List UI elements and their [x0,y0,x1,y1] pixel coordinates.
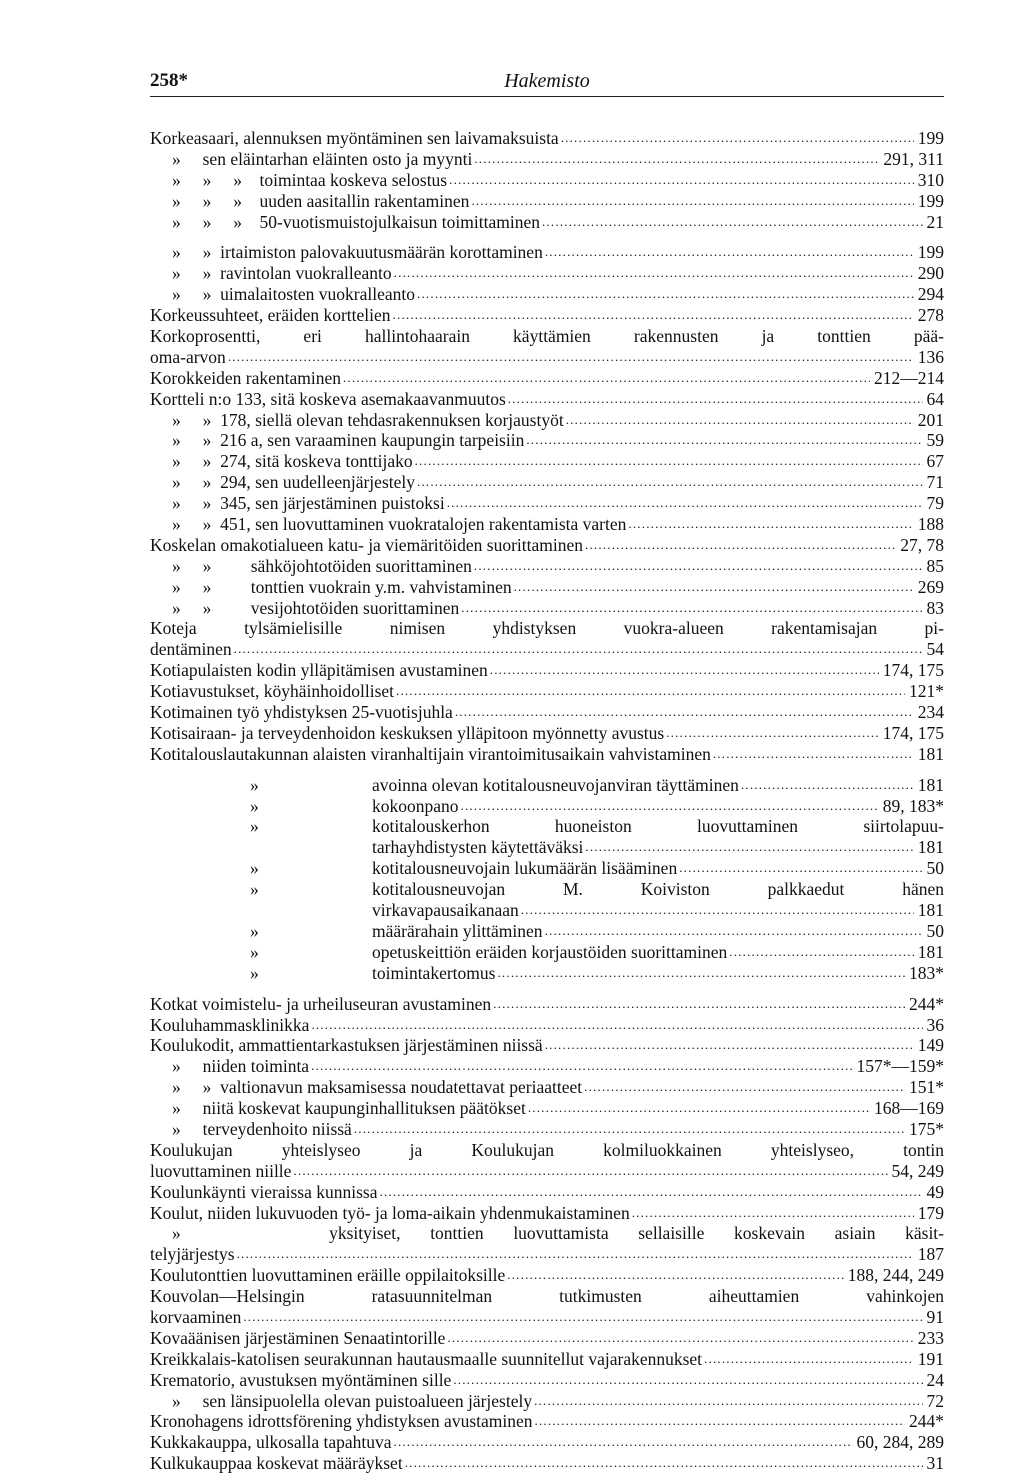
entry-text: Koulukodit, ammattientarkastuksen järjestäminen niissä [150,1035,543,1056]
entry-text: Kotiavustukset, köyhäinhoidolliset [150,681,395,702]
entry-gap [150,765,944,775]
index-entry [150,1244,944,1265]
index-entry [150,921,944,942]
index-entry [150,1432,944,1453]
entry-text: » sen länsipuolella olevan puistoalueen järjestely [172,1390,533,1411]
entry-pages: 85 [926,555,944,576]
index-entry [150,451,944,472]
dot-leader [739,775,914,796]
entry-pages: 54 [926,639,944,660]
dot-leader [583,837,913,858]
entry-text: kotitalouskerhon huoneiston luovuttaminen siirtolapuu- [372,816,944,837]
dot-leader [488,660,879,681]
entry-text: opetuskeittiön eräiden korjaustöiden suorittaminen [372,941,728,962]
dot-leader [392,1432,853,1453]
entry-indent: » [250,879,259,900]
dot-leader [505,1265,843,1286]
index-entry [150,618,944,639]
dot-leader [532,1391,922,1412]
entry-pages: 24 [926,1369,944,1390]
entry-pages: 278 [917,305,944,326]
dot-leader [512,577,914,598]
index-entry [150,1140,944,1161]
index-entry [150,775,944,796]
index-entry [150,1265,944,1286]
dot-leader [702,1349,914,1370]
entry-text: oma-arvon [150,346,226,367]
index-entry [150,326,944,347]
index-entry [150,1453,944,1474]
entry-pages: 181 [917,743,944,764]
index-entry [150,284,944,305]
dot-leader [472,149,879,170]
entry-pages: 31 [926,1453,944,1474]
dot-leader [415,472,923,493]
index-entry [150,305,944,326]
entry-text: » » valtionavun maksamisessa noudatettavat periaatteet [172,1077,583,1098]
entry-gap [150,984,944,994]
index-entry [150,577,944,598]
entry-text: Koteja tylsämielisille nimisen yhdistyksen vuokra-alueen rakentamisajan pi- [150,618,944,639]
dot-leader [583,535,896,556]
entry-pages: 64 [926,388,944,409]
entry-text: luovuttaminen niille [150,1160,292,1181]
dot-leader [664,723,879,744]
entry-text: Korkoprosentti, eri hallintohaarain käyttämien rakennusten ja tonttien pää- [150,326,944,346]
entry-text: tarhayhdistysten käytettäväksi [372,837,584,858]
entry-text: virkavapausaikanaan [372,900,519,921]
index-entry [150,660,944,681]
entry-pages: 269 [917,576,944,597]
entry-text: » » tonttien vuokrain y.m. vahvistaminen [172,576,512,597]
entry-pages: 244* [909,1411,944,1432]
entry-indent: » [250,962,259,983]
index-entry [150,796,944,817]
dot-leader [235,1244,914,1265]
index-entry [150,430,944,451]
entry-pages: 174, 175 [882,660,944,681]
index-entry [150,702,944,723]
dot-leader [564,410,914,431]
entry-pages: 212—214 [874,367,944,388]
index-entry [150,514,944,535]
index-entry [150,994,944,1015]
index-entry [150,1223,944,1244]
index-entry [150,263,944,284]
entry-text: » » 451, sen luovuttaminen vuokratalojen rakentamista varten [172,514,627,535]
dot-leader [582,1077,905,1098]
dot-leader [451,1370,922,1391]
index-entry [150,963,944,984]
dot-leader [543,242,914,263]
entry-pages: 72 [926,1390,944,1411]
dot-leader [459,598,922,619]
dot-leader [394,681,905,702]
page-number: 258* [150,70,188,91]
dot-leader [232,639,923,660]
entry-gap [150,232,944,242]
dot-leader [352,1119,905,1140]
entry-pages: 233 [917,1327,944,1348]
index-entry [150,170,944,191]
dot-leader [506,389,923,410]
index-entry [150,493,944,514]
entry-text: määrärahain ylittäminen [372,920,543,941]
dot-leader [540,212,923,233]
index-entry [150,535,944,556]
entry-text: » yksityiset, tonttien luovuttamista sellaisille koskevain asiain käsit- [172,1223,944,1244]
index-entry [150,149,944,170]
entry-pages: 60, 284, 289 [856,1432,944,1453]
entry-text: Kotiapulaisten kodin ylläpitämisen avustaminen [150,660,488,681]
index-entry [150,347,944,368]
entry-pages: 71 [926,472,944,493]
entry-text: Kotkat voimistelu- ja urheiluseuran avustaminen [150,993,492,1014]
index-entry [150,1182,944,1203]
dot-leader [415,284,914,305]
entry-pages: 310 [917,169,944,190]
entry-text: » » 294, sen uudelleenjärjestely [172,472,415,493]
page-header [150,60,944,97]
entry-text: kokoonpano [372,795,459,816]
entry-text: » » 216 a, sen varaaminen kaupungin tarpeisiin [172,430,525,451]
entry-text: » niitä koskevat kaupunginhallituksen päätökset [172,1098,526,1119]
entry-pages: 188 [917,514,944,535]
entry-indent: » [250,795,259,816]
index-entry [150,837,944,858]
entry-text: » » 345, sen järjestäminen puistoksi [172,493,445,514]
entry-pages: 199 [917,127,944,148]
index-entry [150,1077,944,1098]
dot-leader [341,368,870,389]
entry-pages: 50 [926,858,944,879]
entry-text: Krematorio, avustuksen myöntäminen sille [150,1369,452,1390]
entry-pages: 291, 311 [883,148,944,169]
dot-leader [391,305,914,326]
entry-pages: 59 [926,430,944,451]
dot-leader [533,1411,905,1432]
entry-text: Koulutonttien luovuttaminen eräille oppilaitoksille [150,1265,506,1286]
entry-text: Korkeasaari, alennuksen myöntäminen sen laivamaksuista [150,127,559,148]
entry-text: Koulunkäynti vieraissa kunnissa [150,1181,378,1202]
dot-leader [309,1015,922,1036]
index-entry [150,1411,944,1432]
entry-text: korvaaminen [150,1306,242,1327]
dot-leader [677,858,922,879]
index-entry [150,723,944,744]
index-list [150,128,944,1474]
entry-text: Kukkakauppa, ulkosalla tapahtuva [150,1432,392,1453]
index-entry [150,389,944,410]
entry-text: Kronohagens idrottsförening yhdistyksen avustaminen [150,1411,533,1432]
entry-pages: 27, 78 [900,534,944,555]
entry-pages: 290 [917,263,944,284]
dot-leader [447,170,914,191]
entry-pages: 181 [917,837,944,858]
index-entry [150,744,944,765]
index-entry [150,900,944,921]
entry-pages: 294 [917,284,944,305]
dot-leader [495,963,905,984]
index-entry [150,410,944,431]
entry-pages: 179 [917,1202,944,1223]
dot-leader [711,744,914,765]
index-entry [150,128,944,149]
entry-pages: 50 [926,920,944,941]
index-entry [150,681,944,702]
entry-text: » sen eläintarhan eläinten osto ja myynti [172,148,473,169]
entry-pages: 174, 175 [882,722,944,743]
entry-text: » niiden toiminta [172,1056,310,1077]
index-entry [150,858,944,879]
entry-pages: 83 [926,597,944,618]
entry-indent: » [250,920,259,941]
entry-pages: 175* [909,1118,944,1139]
index-entry [150,1391,944,1412]
dot-leader [226,347,914,368]
dot-leader [727,942,913,963]
entry-text: Korkeussuhteet, eräiden korttelien [150,305,391,326]
entry-pages: 181 [917,900,944,921]
entry-text: avoinna olevan kotitalousneuvojanviran täyttäminen [372,774,739,795]
dot-leader [543,921,923,942]
index-entry [150,942,944,963]
dot-leader [309,1056,852,1077]
entry-text: Koskelan omakotialueen katu- ja viemäritöiden suorittaminen [150,534,583,555]
dot-leader [291,1161,887,1182]
index-entry [150,1349,944,1370]
index-entry [150,1035,944,1056]
entry-pages: 54, 249 [891,1160,944,1181]
entry-pages: 199 [917,242,944,263]
index-entry [150,368,944,389]
entry-text: » » irtaimiston palovakuutusmäärän korottaminen [172,242,543,263]
entry-pages: 183* [909,962,944,983]
dot-leader [526,1098,870,1119]
dot-leader [491,994,905,1015]
entry-text: » » 274, sitä koskeva tonttijako [172,451,413,472]
entry-indent: » [250,858,259,879]
entry-pages: 234 [917,702,944,723]
dot-leader [241,1307,922,1328]
dot-leader [626,514,913,535]
entry-text: » » ravintolan vuokralleanto [172,263,392,284]
entry-text: » » 178, siellä olevan tehdasrakennuksen korjaustyöt [172,409,564,430]
entry-pages: 91 [926,1306,944,1327]
index-entry [150,639,944,660]
entry-text: » » » uuden aasitallin rakentaminen [172,190,470,211]
index-entry [150,1307,944,1328]
entry-text: » » » toimintaa koskeva selostus [172,169,448,190]
index-entry [150,879,944,900]
entry-text: dentäminen [150,639,232,660]
entry-pages: 187 [917,1244,944,1265]
index-entry [150,1328,944,1349]
index-entry [150,598,944,619]
entry-text: Kortteli n:o 133, sitä koskeva asemakaavanmuutos [150,388,506,409]
entry-pages: 181 [917,941,944,962]
entry-pages: 149 [917,1035,944,1056]
index-entry [150,1015,944,1036]
entry-text: » » sähköjohtotöiden suorittaminen [172,555,472,576]
dot-leader [413,451,923,472]
entry-text: Kreikkalais-katolisen seurakunnan hautausmaalle suunnitellut vajarakennukset [150,1348,703,1369]
dot-leader [453,702,914,723]
entry-text: telyjärjestys [150,1244,235,1265]
entry-text: Kouluhammasklinikka [150,1014,310,1035]
entry-text: Kouvolan—Helsingin ratasuunnitelman tutkimusten aiheuttamien vahinkojen [150,1286,944,1307]
dot-leader [519,900,914,921]
dot-leader [403,1453,923,1474]
dot-leader [445,493,923,514]
entry-text: » terveydenhoito niissä [172,1118,352,1139]
entry-text: Koulukujan yhteislyseo ja Koulukujan kolmiluokkainen yhteislyseo, tontin [150,1139,944,1160]
index-entry [150,191,944,212]
index-entry [150,472,944,493]
entry-text: kotitalousneuvojan M. Koiviston palkkaedut hänen [372,879,944,900]
entry-pages: 21 [926,211,944,232]
dot-leader [469,191,913,212]
dot-leader [472,556,923,577]
entry-pages: 151* [909,1077,944,1098]
entry-text: Kovaäänisen järjestäminen Senaatintorille [150,1327,446,1348]
dot-leader [543,1035,914,1056]
dot-leader [630,1203,914,1224]
entry-pages: 136 [917,346,944,367]
entry-pages: 168—169 [874,1098,944,1119]
entry-pages: 49 [926,1181,944,1202]
entry-text: Kotitalouslautakunnan alaisten viranhaltijain virantoimitusaikain vahvistaminen [150,743,711,764]
dot-leader [392,263,914,284]
index-entry [150,817,944,838]
entry-pages: 191 [917,1348,944,1369]
entry-text: Kotisairaan- ja terveydenhoidon keskuksen ylläpitoon myönnetty avustus [150,722,665,743]
index-entry [150,1056,944,1077]
entry-text: » » » 50-vuotismuistojulkaisun toimittaminen [172,211,540,232]
entry-text: Korokkeiden rakentaminen [150,367,341,388]
entry-pages: 121* [909,681,944,702]
entry-pages: 67 [926,451,944,472]
entry-pages: 36 [926,1014,944,1035]
index-entry [150,1286,944,1307]
entry-text: kotitalousneuvojain lukumäärän lisääminen [372,858,678,879]
entry-indent: » [250,941,259,962]
entry-pages: 199 [917,190,944,211]
entry-text: » » uimalaitosten vuokralleanto [172,284,416,305]
entry-text: Koulut, niiden lukuvuoden työ- ja loma-aikain yhdenmukaistaminen [150,1202,630,1223]
entry-text: toimintakertomus [372,962,496,983]
entry-pages: 244* [909,993,944,1014]
entry-indent: » [250,774,259,795]
entry-pages: 201 [917,409,944,430]
page-title: Hakemisto [504,70,590,92]
entry-pages: 157*—159* [856,1056,944,1077]
entry-pages: 188, 244, 249 [847,1265,944,1286]
entry-pages: 79 [926,493,944,514]
index-entry [150,1098,944,1119]
index-entry [150,1161,944,1182]
index-entry [150,212,944,233]
index-entry [150,556,944,577]
dot-leader [377,1182,922,1203]
index-entry [150,1370,944,1391]
dot-leader [524,430,922,451]
entry-pages: 181 [917,774,944,795]
entry-text: Kulkukauppaa koskevat määräykset [150,1453,403,1474]
entry-indent: » [250,816,259,837]
index-entry [150,1119,944,1140]
index-entry [150,1203,944,1224]
dot-leader [459,796,879,817]
index-entry [150,242,944,263]
entry-text: Kotimainen työ yhdistyksen 25-vuotisjuhla [150,702,453,723]
dot-leader [559,128,914,149]
entry-pages: 89, 183* [882,795,944,816]
entry-text: » » vesijohtotöiden suorittaminen [172,597,460,618]
dot-leader [445,1328,913,1349]
